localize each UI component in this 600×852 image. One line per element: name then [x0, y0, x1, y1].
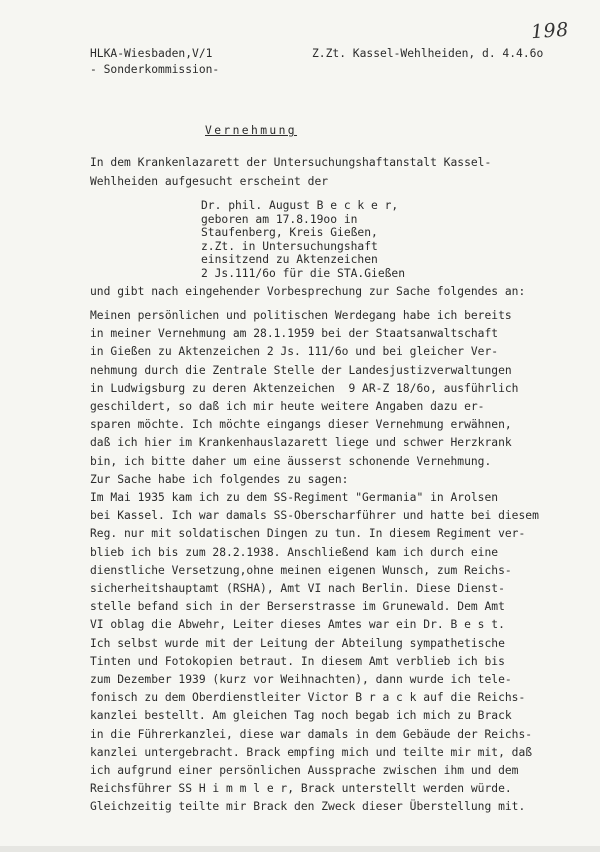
text-line: stelle befand sich in der Berserstrasse im Grunewald. Dem Amt	[90, 600, 505, 614]
text-line: Ich selbst wurde mit der Leitung der Abteilung sympathetische	[90, 636, 505, 650]
text-line: Meinen persönlichen und politischen Werdegang habe ich bereits	[90, 309, 512, 322]
text-line: Dr. phil. August B e c k e r,	[201, 199, 399, 212]
text-line: Tinten und Fotokopien betraut. In diesem Amt verblieb ich bis	[90, 654, 505, 668]
text-line: in Gießen zu Aktenzeichen 2 Js. 111/6o und bei gleicher Ver-	[90, 345, 499, 359]
text-line: nehmung durch die Zentrale Stelle der Landesjustizverwaltungen	[90, 363, 512, 377]
text-line: kanzlei untergebracht. Brack empfing mich und teilte mir mit, daß	[90, 745, 533, 759]
text-line: Reg. nur mit soldatischen Dingen zu tun. In diesem Regiment ver-	[90, 527, 526, 541]
statement-body	[90, 307, 590, 817]
text-line: in Ludwigsburg zu deren Aktenzeichen 9 AR-Z 18/6o, ausführlich	[90, 381, 519, 395]
text-line: Wehlheiden aufgesucht erscheint der	[90, 175, 329, 188]
text-line: geschildert, so daß ich mir heute weitere Angaben dazu er-	[90, 400, 485, 414]
place-and-date: Z.Zt. Kassel-Wehlheiden, d. 4.4.6o	[312, 47, 544, 60]
intro-paragraph	[90, 153, 560, 191]
sender-office-line: - Sonderkommission-	[90, 63, 220, 76]
text-line: 2 Js.111/6o für die STA.Gießen	[201, 266, 406, 280]
document-title: Vernehmung	[205, 124, 298, 137]
text-line: einsitzend zu Aktenzeichen	[201, 253, 378, 267]
text-line: sparen möchte. Ich möchte eingangs dieser Vernehmung erwähnen,	[90, 418, 512, 432]
text-line: zum Dezember 1939 (kurz vor Weihnachten), dann wurde ich tele-	[90, 673, 512, 687]
text-line: ich aufgrund einer persönlichen Aussprache zwischen ihm und dem	[90, 764, 519, 778]
text-line: kanzlei bestellt. Am gleichen Tag noch begab ich mich zu Brack	[90, 709, 512, 723]
text-line: Im Mai 1935 kam ich zu dem SS-Regiment "Germania" in Arolsen	[90, 491, 499, 505]
text-line: dienstliche Versetzung,ohne meinen eigenen Wunsch, zum Reichs-	[90, 563, 512, 577]
text-line: z.Zt. in Untersuchungshaft	[201, 239, 378, 253]
lead-sentence: und gibt nach eingehender Vorbesprechung zur Sache folgendes an:	[90, 285, 526, 298]
handwritten-page-number: 198	[530, 18, 570, 44]
text-line: Zur Sache habe ich folgendes zu sagen:	[90, 472, 349, 486]
text-line: Gleichzeitig teilte mir Brack den Zweck dieser Überstellung mit.	[90, 800, 526, 814]
sender-office-line: HLKA-Wiesbaden,V/1	[90, 47, 213, 60]
text-line: daß ich hier im Krankenhauslazarett liege und schwer Herzkrank	[90, 436, 512, 450]
sender-office	[90, 46, 219, 78]
text-line: bei Kassel. Ich war damals SS-Oberscharführer und hatte bei diesem	[90, 509, 539, 523]
person-details	[201, 199, 405, 281]
text-line: fonisch zu dem Oberdienstleiter Victor B r a c k auf die Reichs-	[90, 691, 526, 705]
text-line: sicherheitshauptamt (RSHA), Amt VI nach Berlin. Diese Dienst-	[90, 582, 505, 596]
text-line: bin, ich bitte daher um eine äusserst schonende Vernehmung.	[90, 454, 492, 468]
text-line: geboren am 17.8.19oo in	[201, 212, 358, 226]
text-line: blieb ich bis zum 28.2.1938. Anschließend kam ich durch eine	[90, 545, 499, 559]
text-line: VI oblag die Abwehr, Leiter dieses Amtes war ein Dr. B e s t.	[90, 618, 505, 632]
text-line: Staufenberg, Kreis Gießen,	[201, 226, 378, 240]
text-line: Reichsführer SS H i m m l e r, Brack unterstellt werden würde.	[90, 782, 512, 796]
text-line: in meiner Vernehmung am 28.1.1959 bei der Staatsanwaltschaft	[90, 327, 499, 341]
text-line: In dem Krankenlazarett der Untersuchungshaftanstalt Kassel-	[90, 156, 492, 169]
text-line: in die Führerkanzlei, diese war damals in dem Gebäude der Reichs-	[90, 727, 533, 741]
